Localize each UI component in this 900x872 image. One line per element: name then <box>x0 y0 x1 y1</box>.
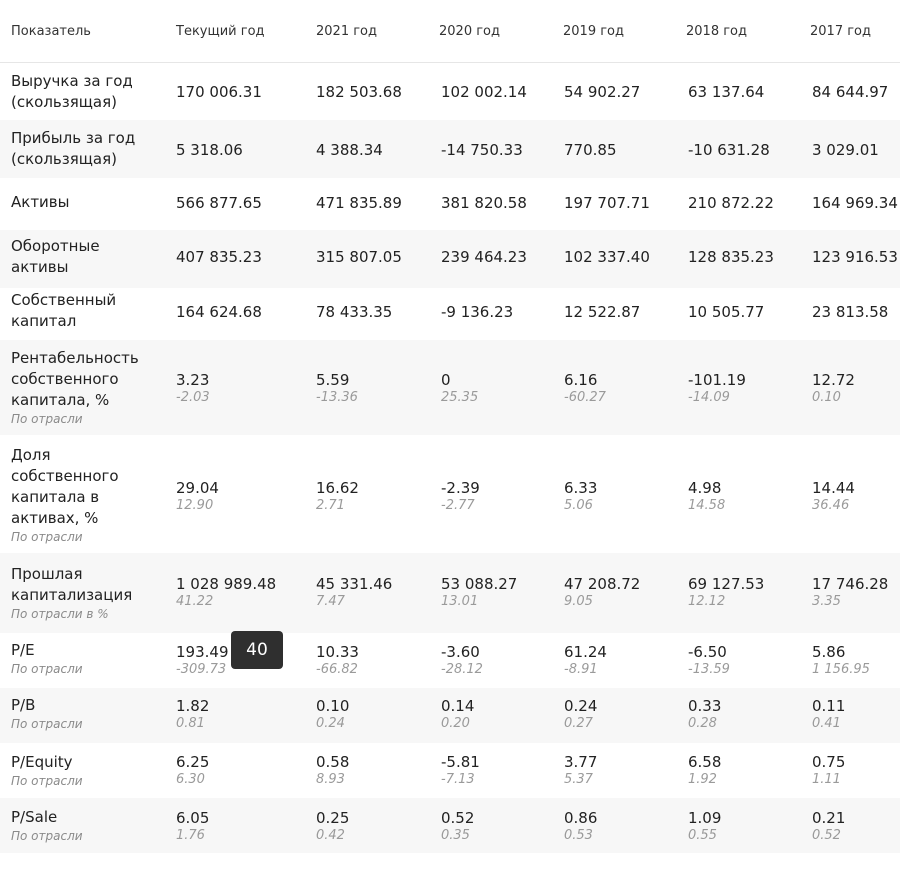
table-cell <box>688 696 721 732</box>
cell-industry-value: 0.27 <box>564 716 593 731</box>
row-sublabel: По отрасли в % <box>11 607 109 621</box>
table-cell <box>564 193 650 213</box>
table-cell <box>441 574 517 610</box>
cell-industry-value: 12.90 <box>176 498 214 513</box>
table-cell <box>812 478 855 514</box>
table-cell <box>688 82 764 102</box>
row-label <box>11 752 151 789</box>
row-label-text: Доля собственного капитала в активах, % <box>11 446 119 527</box>
cell-industry-value: 0.41 <box>812 716 841 731</box>
row-sublabel: По отрасли <box>11 530 83 544</box>
cell-industry-value: 0.10 <box>812 390 841 405</box>
row-label <box>11 695 151 732</box>
cell-value: 182 503.68 <box>316 83 402 101</box>
cell-industry-value: 3.35 <box>812 594 841 609</box>
cell-industry-value: -66.82 <box>316 662 358 677</box>
value-tooltip: 40 <box>231 631 283 669</box>
table-cell <box>441 642 483 678</box>
cell-value: 381 820.58 <box>441 194 527 212</box>
cell-industry-value: 12.12 <box>688 594 726 609</box>
table-row <box>0 435 900 553</box>
cell-value: 0 <box>441 371 451 389</box>
table-cell <box>564 370 606 406</box>
table-cell <box>441 82 527 102</box>
table-cell <box>564 302 640 322</box>
cell-value: -10 631.28 <box>688 141 770 159</box>
cell-industry-value: 1 156.95 <box>812 662 870 677</box>
row-label-text: Прибыль за год (скользящая) <box>11 129 136 168</box>
column-header-2018[interactable]: 2018 год <box>686 24 747 39</box>
table-cell <box>176 696 209 732</box>
cell-industry-value: 0.53 <box>564 828 593 843</box>
table-cell <box>564 642 607 678</box>
cell-value: 14.44 <box>812 479 855 497</box>
cell-industry-value: 25.35 <box>441 390 479 405</box>
cell-value: 69 127.53 <box>688 575 765 593</box>
cell-industry-value: 2.71 <box>316 498 345 513</box>
cell-industry-value: 5.06 <box>564 498 593 513</box>
cell-value: -2.39 <box>441 479 480 497</box>
column-header-current-year[interactable]: Текущий год <box>176 24 265 39</box>
table-row <box>0 178 900 230</box>
cell-value: 0.75 <box>812 753 846 771</box>
cell-value: 54 902.27 <box>564 83 641 101</box>
row-label <box>11 192 151 213</box>
cell-value: -9 136.23 <box>441 303 514 321</box>
row-label-text: P/B <box>11 696 36 714</box>
cell-value: 1.82 <box>176 697 210 715</box>
cell-value: 128 835.23 <box>688 248 774 266</box>
cell-value: 566 877.65 <box>176 194 262 212</box>
cell-value: 10.33 <box>316 643 359 661</box>
cell-value: 0.58 <box>316 753 350 771</box>
table-cell <box>176 574 276 610</box>
cell-industry-value: 5.37 <box>564 772 593 787</box>
table-cell <box>688 642 730 678</box>
cell-industry-value: 0.35 <box>441 828 470 843</box>
table-cell <box>176 193 262 213</box>
table-cell <box>176 642 229 678</box>
row-sublabel: По отрасли <box>11 774 83 788</box>
table-cell <box>316 193 402 213</box>
table-cell <box>812 247 898 267</box>
cell-value: 0.21 <box>812 809 846 827</box>
table-cell <box>316 752 349 788</box>
cell-value: 6.16 <box>564 371 598 389</box>
cell-value: 84 644.97 <box>812 83 889 101</box>
table-cell <box>176 370 210 406</box>
table-cell <box>688 140 770 160</box>
cell-value: 6.05 <box>176 809 210 827</box>
table-cell <box>812 370 855 406</box>
row-sublabel: По отрасли <box>11 412 83 426</box>
table-row <box>0 743 900 798</box>
cell-value: 63 137.64 <box>688 83 765 101</box>
table-cell <box>812 140 879 160</box>
row-label <box>11 640 151 677</box>
table-cell <box>812 82 888 102</box>
cell-value: 407 835.23 <box>176 248 262 266</box>
cell-value: 0.86 <box>564 809 598 827</box>
cell-value: -3.60 <box>441 643 480 661</box>
table-cell <box>564 247 650 267</box>
table-cell <box>441 370 478 406</box>
cell-value: 210 872.22 <box>688 194 774 212</box>
cell-industry-value: -2.77 <box>441 498 475 513</box>
cell-value: 0.52 <box>441 809 475 827</box>
table-cell <box>688 478 725 514</box>
cell-value: 102 002.14 <box>441 83 527 101</box>
cell-value: 6.33 <box>564 479 598 497</box>
table-row <box>0 288 900 340</box>
cell-value: 1 028 989.48 <box>176 575 277 593</box>
cell-value: 4.98 <box>688 479 722 497</box>
row-label <box>11 564 151 622</box>
table-cell <box>316 140 383 160</box>
cell-value: 197 707.71 <box>564 194 650 212</box>
cell-industry-value: -13.59 <box>688 662 730 677</box>
cell-industry-value: 1.92 <box>688 772 717 787</box>
table-cell <box>564 752 597 788</box>
cell-value: 16.62 <box>316 479 359 497</box>
column-header-2019[interactable]: 2019 год <box>563 24 624 39</box>
cell-value: 12.72 <box>812 371 855 389</box>
table-row <box>0 798 900 853</box>
cell-industry-value: 13.01 <box>441 594 479 609</box>
cell-industry-value: 8.93 <box>316 772 345 787</box>
table-cell <box>688 574 764 610</box>
cell-value: 3 029.01 <box>812 141 879 159</box>
cell-value: 3.77 <box>564 753 598 771</box>
cell-industry-value: -28.12 <box>441 662 483 677</box>
table-cell <box>176 478 219 514</box>
cell-value: 23 813.58 <box>812 303 889 321</box>
cell-value: 61.24 <box>564 643 607 661</box>
cell-value: 45 331.46 <box>316 575 393 593</box>
cell-value: 3.23 <box>176 371 210 389</box>
table-cell <box>316 574 392 610</box>
table-cell <box>812 574 888 610</box>
table-cell <box>316 478 359 514</box>
cell-industry-value: 0.28 <box>688 716 717 731</box>
cell-value: 164 624.68 <box>176 303 262 321</box>
cell-industry-value: 0.55 <box>688 828 717 843</box>
table-cell <box>316 247 402 267</box>
cell-value: 17 746.28 <box>812 575 889 593</box>
table-cell <box>812 642 870 678</box>
cell-value: 315 807.05 <box>316 248 402 266</box>
cell-value: 6.25 <box>176 753 210 771</box>
table-row <box>0 120 900 178</box>
table-cell <box>441 696 474 732</box>
table-cell <box>441 302 513 322</box>
row-label-text: Прошлая капитализация <box>11 565 133 604</box>
cell-value: 10 505.77 <box>688 303 765 321</box>
table-cell <box>316 370 358 406</box>
cell-industry-value: -8.91 <box>564 662 598 677</box>
cell-value: 5.86 <box>812 643 846 661</box>
table-row <box>0 688 900 743</box>
table-cell <box>316 696 349 732</box>
row-label-text: Выручка за год (скользящая) <box>11 72 133 111</box>
table-cell <box>176 808 209 844</box>
cell-industry-value: -13.36 <box>316 390 358 405</box>
cell-value: 193.49 <box>176 643 229 661</box>
cell-industry-value: 0.52 <box>812 828 841 843</box>
table-cell <box>316 642 359 678</box>
table-cell <box>812 752 845 788</box>
cell-value: 78 433.35 <box>316 303 393 321</box>
table-cell <box>316 808 349 844</box>
table-cell <box>564 808 597 844</box>
cell-value: 471 835.89 <box>316 194 402 212</box>
column-header-2021[interactable]: 2021 год <box>316 24 377 39</box>
cell-value: 5 318.06 <box>176 141 243 159</box>
cell-value: 0.33 <box>688 697 722 715</box>
table-cell <box>441 478 480 514</box>
cell-value: -101.19 <box>688 371 746 389</box>
table-cell <box>564 82 640 102</box>
table-cell <box>564 696 597 732</box>
table-cell <box>441 140 523 160</box>
table-cell <box>441 247 527 267</box>
table-cell <box>316 302 392 322</box>
row-label <box>11 807 151 844</box>
table-cell <box>176 247 262 267</box>
cell-value: 0.11 <box>812 697 846 715</box>
table-cell <box>688 370 746 406</box>
cell-industry-value: 1.11 <box>812 772 841 787</box>
cell-industry-value: 0.24 <box>316 716 345 731</box>
table-cell <box>688 752 721 788</box>
cell-industry-value: 9.05 <box>564 594 593 609</box>
cell-value: 770.85 <box>564 141 617 159</box>
cell-value: 0.24 <box>564 697 598 715</box>
row-label-text: Собственный капитал <box>11 291 117 330</box>
cell-value: 170 006.31 <box>176 83 262 101</box>
row-label <box>11 290 151 332</box>
cell-industry-value: -60.27 <box>564 390 606 405</box>
column-header-indicator: Показатель <box>11 24 91 39</box>
table-cell <box>176 140 243 160</box>
cell-value: 239 464.23 <box>441 248 527 266</box>
cell-value: 12 522.87 <box>564 303 641 321</box>
cell-value: 164 969.34 <box>812 194 898 212</box>
cell-value: 6.58 <box>688 753 722 771</box>
table-cell <box>564 478 597 514</box>
table-cell <box>441 193 527 213</box>
cell-industry-value: -309.73 <box>176 662 227 677</box>
table-cell <box>441 752 480 788</box>
cell-industry-value: 1.76 <box>176 828 205 843</box>
row-label <box>11 128 151 170</box>
row-label-text: Активы <box>11 193 70 211</box>
cell-industry-value: 41.22 <box>176 594 214 609</box>
cell-value: -6.50 <box>688 643 727 661</box>
row-label <box>11 71 151 113</box>
row-label <box>11 348 166 427</box>
row-label-text: Рентабельность собственного капитала, % <box>11 349 139 409</box>
table-cell <box>688 193 774 213</box>
cell-industry-value: -2.03 <box>176 390 210 405</box>
cell-industry-value: 0.42 <box>316 828 345 843</box>
cell-value: 102 337.40 <box>564 248 650 266</box>
column-header-2017[interactable]: 2017 год <box>810 24 871 39</box>
row-sublabel: По отрасли <box>11 717 83 731</box>
cell-industry-value: 36.46 <box>812 498 850 513</box>
cell-value: 29.04 <box>176 479 219 497</box>
table-cell <box>564 140 617 160</box>
row-sublabel: По отрасли <box>11 662 83 676</box>
row-sublabel: По отрасли <box>11 829 83 843</box>
row-label-text: P/Sale <box>11 808 58 826</box>
table-cell <box>812 808 845 844</box>
table-cell <box>176 752 209 788</box>
row-label <box>11 236 151 278</box>
table-cell <box>441 808 474 844</box>
cell-value: -5.81 <box>441 753 480 771</box>
cell-industry-value: 0.20 <box>441 716 470 731</box>
table-cell <box>688 247 774 267</box>
cell-value: 1.09 <box>688 809 722 827</box>
table-cell <box>564 574 640 610</box>
cell-value: 0.14 <box>441 697 475 715</box>
cell-industry-value: 0.81 <box>176 716 205 731</box>
column-header-2020[interactable]: 2020 год <box>439 24 500 39</box>
cell-value: 5.59 <box>316 371 350 389</box>
table-cell <box>688 302 764 322</box>
cell-value: 0.10 <box>316 697 350 715</box>
cell-value: 53 088.27 <box>441 575 518 593</box>
table-header <box>0 0 900 63</box>
table-row <box>0 230 900 288</box>
row-label-text: Оборотные активы <box>11 237 100 276</box>
table-row <box>0 633 900 688</box>
table-cell <box>688 808 721 844</box>
row-label-text: P/E <box>11 641 35 659</box>
table-row <box>0 340 900 435</box>
table-cell <box>812 302 888 322</box>
table-cell <box>812 696 845 732</box>
row-label <box>11 445 151 545</box>
table-row <box>0 553 900 633</box>
cell-industry-value: 7.47 <box>316 594 345 609</box>
cell-industry-value: 6.30 <box>176 772 205 787</box>
table-cell <box>316 82 402 102</box>
cell-value: 4 388.34 <box>316 141 383 159</box>
cell-industry-value: 14.58 <box>688 498 726 513</box>
table-cell <box>812 193 898 213</box>
cell-industry-value: -14.09 <box>688 390 730 405</box>
cell-value: 47 208.72 <box>564 575 641 593</box>
cell-value: -14 750.33 <box>441 141 523 159</box>
cell-value: 0.25 <box>316 809 350 827</box>
table-cell <box>176 82 262 102</box>
cell-industry-value: -7.13 <box>441 772 475 787</box>
table-cell <box>176 302 262 322</box>
table-row <box>0 62 900 120</box>
row-label-text: P/Equity <box>11 753 73 771</box>
cell-value: 123 916.53 <box>812 248 898 266</box>
